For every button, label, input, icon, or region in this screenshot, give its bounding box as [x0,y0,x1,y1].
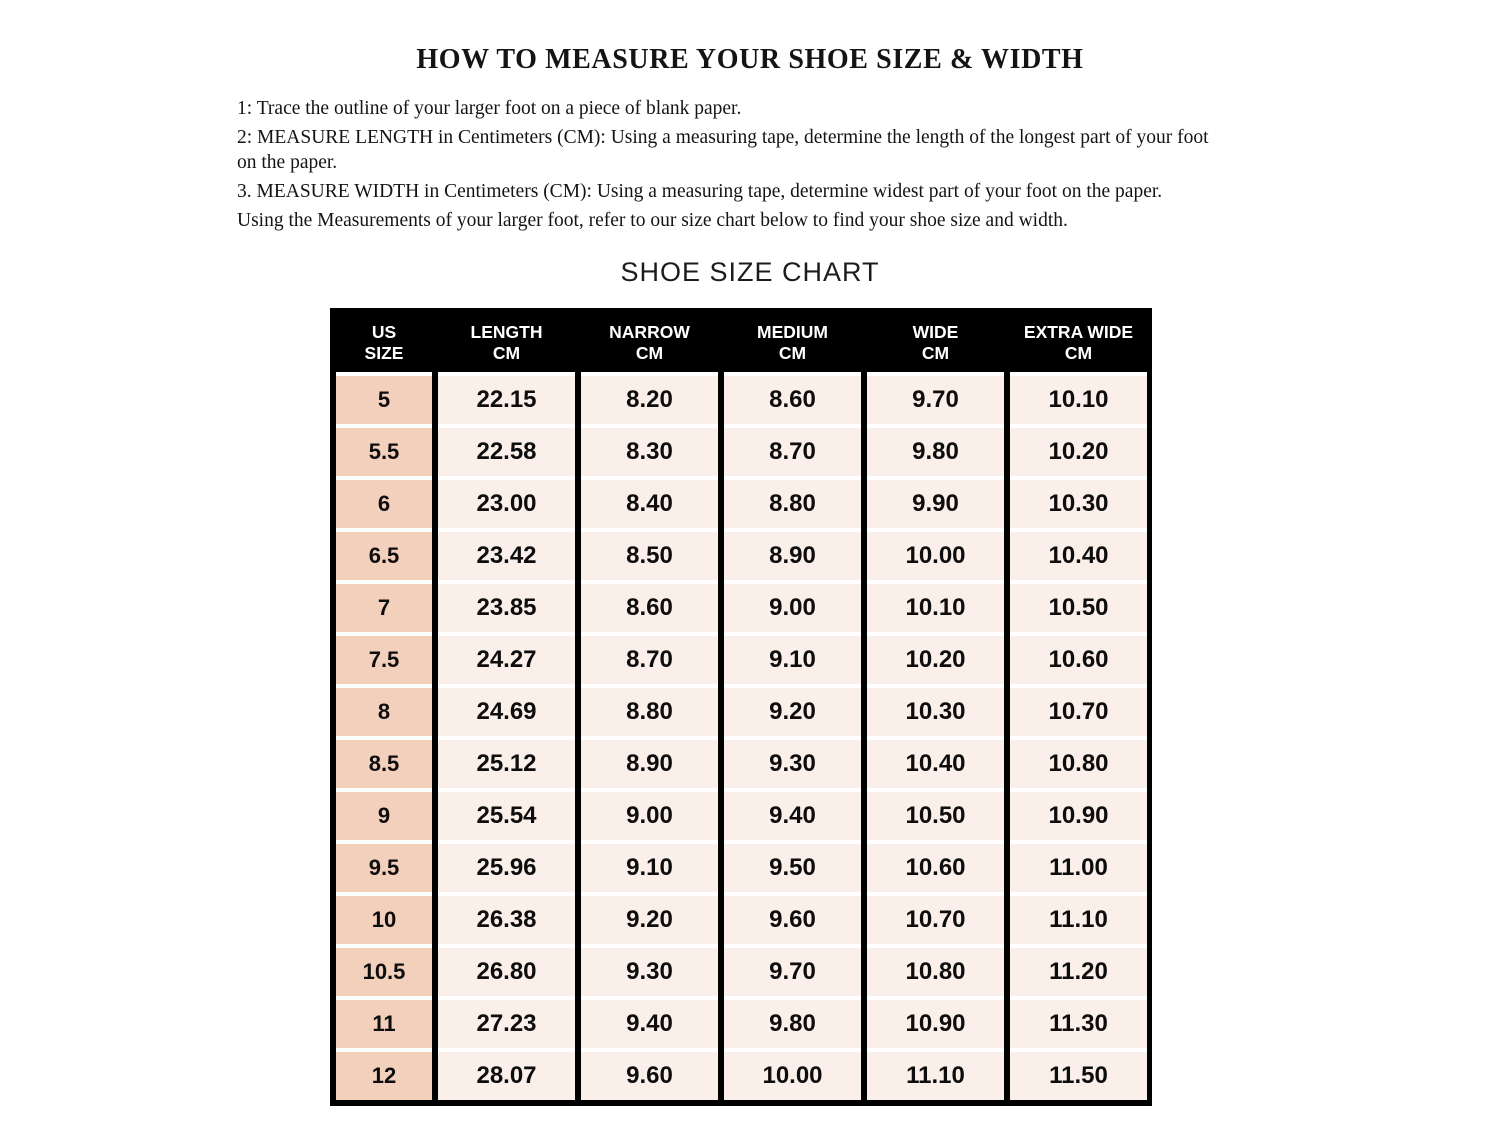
measurement-cell: 9.50 [724,844,861,892]
measurement-cell: 11.30 [1010,1000,1147,1048]
us-size-cell: 5 [336,376,432,424]
measurement-cell: 9.10 [724,636,861,684]
measurement-cell: 9.40 [724,792,861,840]
measurement-cell: 10.10 [867,584,1004,632]
us-size-cell: 6.5 [336,532,432,580]
measurement-cell: 10.20 [867,636,1004,684]
measurement-cell: 8.60 [724,376,861,424]
column-header [1010,314,1147,372]
column-header [336,314,432,372]
column-header-line: WIDE [912,322,959,342]
instruction-step-1: 1: Trace the outline of your larger foot on a piece of blank paper. [237,98,742,119]
column-header [581,314,718,372]
measurement-cell: 10.50 [1010,584,1147,632]
measurement-cell: 10.80 [867,948,1004,996]
measurement-cell: 8.30 [581,428,718,476]
measurement-cell: 9.20 [581,896,718,944]
measurement-cell: 9.80 [724,1000,861,1048]
measurement-cell: 10.30 [1010,480,1147,528]
column-header-line: CM [921,343,950,363]
measurement-cell: 10.10 [1010,376,1147,424]
us-size-cell: 5.5 [336,428,432,476]
page-title: HOW TO MEASURE YOUR SHOE SIZE & WIDTH [416,44,1084,75]
column-header-line: US [371,322,397,342]
measurement-cell: 8.40 [581,480,718,528]
measurement-cell: 9.70 [867,376,1004,424]
measurement-cell: 22.15 [438,376,575,424]
measurement-cell: 9.20 [724,688,861,736]
column-header-line: LENGTH [470,322,543,342]
measurement-cell: 9.60 [581,1052,718,1100]
us-size-cell: 8.5 [336,740,432,788]
measurement-cell: 8.80 [724,480,861,528]
us-size-cell: 7.5 [336,636,432,684]
measurement-cell: 11.50 [1010,1052,1147,1100]
measurement-cell: 10.00 [724,1052,861,1100]
us-size-cell: 10 [336,896,432,944]
measurement-cell: 10.60 [867,844,1004,892]
table-column [438,314,575,1100]
measurement-cell: 9.30 [581,948,718,996]
measurement-cell: 10.00 [867,532,1004,580]
column-header [724,314,861,372]
measurement-cell: 23.00 [438,480,575,528]
measurement-cell: 10.20 [1010,428,1147,476]
measurement-cell: 9.60 [724,896,861,944]
instruction-note: Using the Measurements of your larger foot, refer to our size chart below to find your shoe size and width. [237,210,1068,231]
measurement-cell: 10.70 [867,896,1004,944]
measurement-cell: 10.30 [867,688,1004,736]
instruction-step-3: 3. MEASURE WIDTH in Centimeters (CM): Using a measuring tape, determine widest part of your foot on the paper. [237,181,1163,202]
measurement-cell: 9.10 [581,844,718,892]
measurement-cell: 9.70 [724,948,861,996]
measurement-cell: 27.23 [438,1000,575,1048]
table-column [581,314,718,1100]
table-column [336,314,432,1100]
measurement-cell: 26.80 [438,948,575,996]
us-size-cell: 10.5 [336,948,432,996]
measurement-cell: 25.96 [438,844,575,892]
measurement-cell: 23.42 [438,532,575,580]
measurement-cell: 8.60 [581,584,718,632]
measurement-cell: 8.50 [581,532,718,580]
measurement-cell: 10.70 [1010,688,1147,736]
column-header-line: EXTRA WIDE [1023,322,1134,342]
measurement-cell: 9.00 [581,792,718,840]
shoe-size-table [330,308,1152,1106]
measurement-cell: 9.00 [724,584,861,632]
measurement-cell: 9.80 [867,428,1004,476]
instructions [237,96,1222,233]
table-column [867,314,1004,1100]
measurement-cell: 10.80 [1010,740,1147,788]
measurement-cell: 9.90 [867,480,1004,528]
measurement-cell: 11.10 [1010,896,1147,944]
column-header-line: CM [778,343,807,363]
measurement-cell: 10.90 [867,1000,1004,1048]
measurement-cell: 10.60 [1010,636,1147,684]
column-header-line: NARROW [609,322,690,342]
measurement-cell: 10.40 [867,740,1004,788]
measurement-cell: 24.27 [438,636,575,684]
measurement-cell: 26.38 [438,896,575,944]
us-size-cell: 8 [336,688,432,736]
chart-title: SHOE SIZE CHART [620,257,880,287]
measurement-cell: 8.90 [724,532,861,580]
us-size-cell: 12 [336,1052,432,1100]
us-size-cell: 6 [336,480,432,528]
measurement-cell: 22.58 [438,428,575,476]
instruction-step-2: 2: MEASURE LENGTH in Centimeters (CM): Using a measuring tape, determine the length of the longest part of your foot on the paper. [237,127,1209,173]
column-header-line: MEDIUM [757,322,828,342]
us-size-cell: 9.5 [336,844,432,892]
measurement-cell: 25.12 [438,740,575,788]
us-size-cell: 7 [336,584,432,632]
measurement-cell: 8.20 [581,376,718,424]
measurement-cell: 11.00 [1010,844,1147,892]
us-size-cell: 11 [336,1000,432,1048]
table-column [724,314,861,1100]
column-header [438,314,575,372]
measurement-cell: 23.85 [438,584,575,632]
measurement-cell: 10.90 [1010,792,1147,840]
measurement-cell: 8.90 [581,740,718,788]
measurement-cell: 10.50 [867,792,1004,840]
table-column [1010,314,1147,1100]
measurement-cell: 8.70 [724,428,861,476]
measurement-cell: 11.10 [867,1052,1004,1100]
measurement-cell: 25.54 [438,792,575,840]
measurement-cell: 8.80 [581,688,718,736]
column-header-line: CM [1064,343,1093,363]
measurement-cell: 10.40 [1010,532,1147,580]
measurement-cell: 24.69 [438,688,575,736]
measurement-cell: 28.07 [438,1052,575,1100]
column-header-line: CM [492,343,521,363]
measurement-cell: 8.70 [581,636,718,684]
measurement-cell: 9.40 [581,1000,718,1048]
column-header [867,314,1004,372]
us-size-cell: 9 [336,792,432,840]
column-header-line: SIZE [364,343,404,363]
measurement-cell: 11.20 [1010,948,1147,996]
measurement-cell: 9.30 [724,740,861,788]
column-header-line: CM [635,343,664,363]
